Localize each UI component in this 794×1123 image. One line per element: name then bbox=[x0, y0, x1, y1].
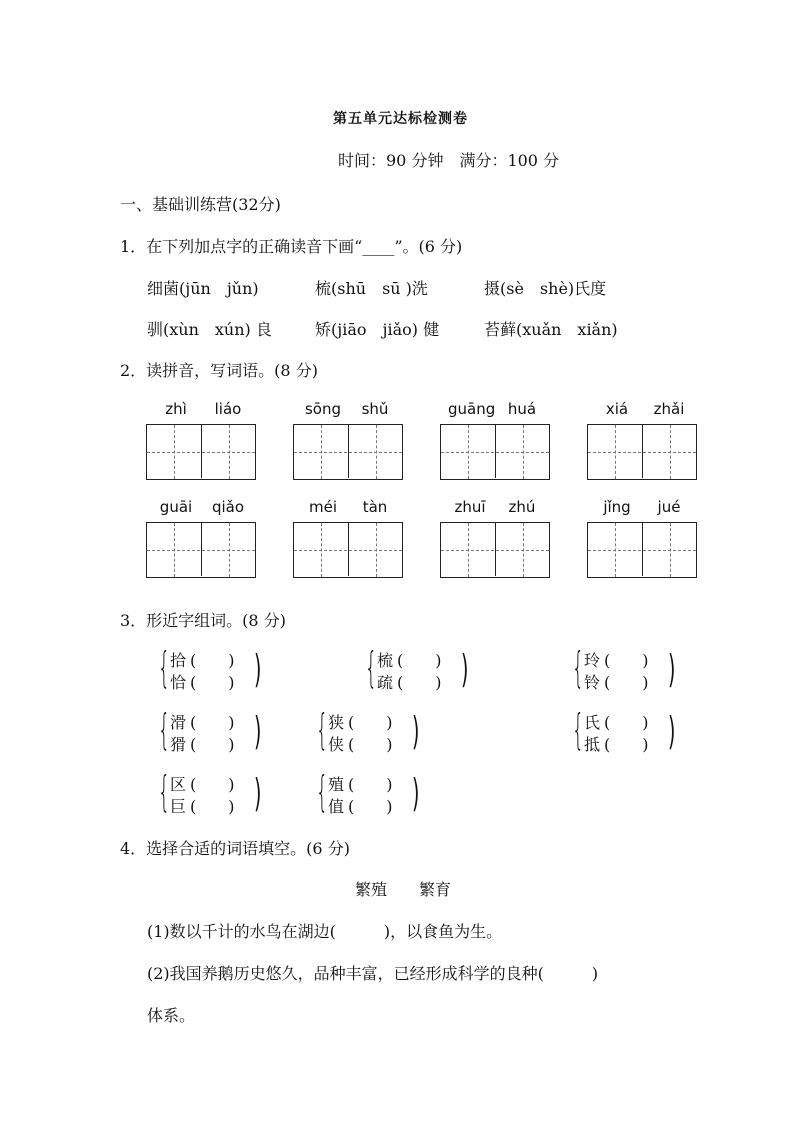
q1-item: 摄(sè shè)氏度 bbox=[484, 279, 607, 298]
page-title: 第五单元达标检测卷 bbox=[333, 111, 468, 127]
char: 殖 bbox=[328, 775, 345, 794]
left-brace: { bbox=[365, 643, 378, 692]
answer-blank[interactable]: ( ) bbox=[190, 775, 235, 794]
sentence-1: (1)数以千计的水鸟在湖边( )，以食鱼为生。 bbox=[147, 922, 503, 941]
question-1-prompt: 1．在下列加点字的正确读音下画“____”。(6 分) bbox=[120, 237, 463, 256]
left-brace: { bbox=[572, 643, 585, 692]
right-paren: ) bbox=[668, 647, 676, 691]
sentence-2: (2)我国养鹅历史悠久，品种丰富，已经形成科学的良种( ) bbox=[147, 964, 599, 983]
answer-blank[interactable]: ( ) bbox=[604, 673, 649, 692]
pinyin-label: huá bbox=[507, 400, 537, 418]
right-paren: ) bbox=[461, 647, 469, 691]
answer-blank[interactable]: ( ) bbox=[604, 651, 649, 670]
exam-meta: 时间：90 分钟 满分：100 分 bbox=[338, 151, 560, 170]
answer-blank[interactable]: ( ) bbox=[190, 735, 235, 754]
writing-grid[interactable] bbox=[293, 522, 403, 578]
answer-blank[interactable]: ( ) bbox=[348, 713, 393, 732]
pinyin-label: méi bbox=[308, 498, 337, 516]
char: 滑 bbox=[170, 713, 187, 732]
left-brace: { bbox=[158, 643, 171, 692]
writing-grid[interactable] bbox=[293, 424, 403, 480]
pinyin-label: shǔ bbox=[361, 400, 389, 418]
pinyin-label: liáo bbox=[214, 400, 242, 418]
sentence-2-continued: 体系。 bbox=[147, 1006, 196, 1025]
writing-grid[interactable] bbox=[440, 522, 550, 578]
right-paren: ) bbox=[412, 771, 420, 815]
answer-blank[interactable]: ( ) bbox=[604, 735, 649, 754]
pinyin-label: zhuī bbox=[454, 498, 486, 516]
answer-blank[interactable]: ( ) bbox=[190, 797, 235, 816]
writing-grid[interactable] bbox=[146, 522, 256, 578]
answer-blank[interactable]: ( ) bbox=[397, 651, 442, 670]
left-brace: { bbox=[316, 767, 329, 816]
answer-blank[interactable]: ( ) bbox=[604, 713, 649, 732]
pinyin-label: sōng bbox=[304, 400, 342, 418]
left-brace: { bbox=[158, 767, 171, 816]
pinyin-label: jǐng bbox=[603, 498, 631, 516]
left-brace: { bbox=[316, 705, 329, 754]
char-pair-group bbox=[158, 643, 288, 694]
char: 疏 bbox=[377, 673, 394, 692]
char: 巨 bbox=[170, 797, 187, 816]
char-pair-group bbox=[365, 643, 495, 694]
pinyin-label: guāi bbox=[159, 498, 193, 516]
writing-grid[interactable] bbox=[440, 424, 550, 480]
char: 铃 bbox=[584, 673, 601, 692]
q1-item: 梳(shū sū )洗 bbox=[315, 279, 428, 298]
q1-item: 细菌(jūn jǔn) bbox=[147, 279, 259, 298]
q1-item: 驯(xùn xún) 良 bbox=[147, 320, 272, 339]
question-3-prompt: 3．形近字组词。(8 分) bbox=[120, 611, 286, 630]
right-paren: ) bbox=[668, 709, 676, 753]
writing-grid[interactable] bbox=[587, 522, 697, 578]
left-brace: { bbox=[572, 705, 585, 754]
char: 氏 bbox=[584, 713, 601, 732]
char: 侠 bbox=[328, 735, 345, 754]
pinyin-label: xiá bbox=[605, 400, 629, 418]
q1-item: 矫(jiāo jiǎo) 健 bbox=[315, 320, 440, 339]
char: 拾 bbox=[170, 651, 187, 670]
char: 恰 bbox=[170, 673, 187, 692]
right-paren: ) bbox=[254, 771, 262, 815]
writing-grid[interactable] bbox=[587, 424, 697, 480]
left-brace: { bbox=[158, 705, 171, 754]
answer-blank[interactable]: ( ) bbox=[348, 775, 393, 794]
char-pair-group bbox=[316, 767, 446, 818]
answer-blank[interactable]: ( ) bbox=[190, 651, 235, 670]
char: 区 bbox=[170, 775, 187, 794]
char-pair-group bbox=[158, 705, 288, 756]
answer-blank[interactable]: ( ) bbox=[190, 673, 235, 692]
right-paren: ) bbox=[254, 647, 262, 691]
pinyin-label: jué bbox=[657, 498, 681, 516]
answer-blank[interactable]: ( ) bbox=[397, 673, 442, 692]
char-pair-group bbox=[316, 705, 446, 756]
answer-blank[interactable]: ( ) bbox=[348, 797, 393, 816]
char-pair-group bbox=[158, 767, 288, 818]
question-4-prompt: 4．选择合适的词语填空。(6 分) bbox=[120, 839, 350, 858]
char: 猾 bbox=[170, 735, 187, 754]
char: 玲 bbox=[584, 651, 601, 670]
right-paren: ) bbox=[412, 709, 420, 753]
word-choices: 繁殖 繁育 bbox=[355, 880, 452, 899]
q1-item: 苔藓(xuǎn xiǎn) bbox=[484, 320, 618, 339]
pinyin-label: zhú bbox=[508, 498, 536, 516]
right-paren: ) bbox=[254, 709, 262, 753]
writing-grid[interactable] bbox=[146, 424, 256, 480]
pinyin-label: guāng bbox=[448, 400, 496, 418]
question-2-prompt: 2．读拼音，写词语。(8 分) bbox=[120, 361, 318, 380]
pinyin-label: zhǎi bbox=[653, 400, 685, 418]
char: 狭 bbox=[328, 713, 345, 732]
char-pair-group bbox=[572, 705, 702, 756]
char: 抵 bbox=[584, 735, 601, 754]
char: 值 bbox=[328, 797, 345, 816]
char: 梳 bbox=[377, 651, 394, 670]
answer-blank[interactable]: ( ) bbox=[348, 735, 393, 754]
pinyin-label: zhì bbox=[165, 400, 187, 418]
answer-blank[interactable]: ( ) bbox=[190, 713, 235, 732]
section-heading: 一、基础训练营(32分) bbox=[120, 195, 281, 214]
pinyin-label: tàn bbox=[362, 498, 388, 516]
pinyin-label: qiǎo bbox=[211, 498, 245, 516]
char-pair-group bbox=[572, 643, 702, 694]
